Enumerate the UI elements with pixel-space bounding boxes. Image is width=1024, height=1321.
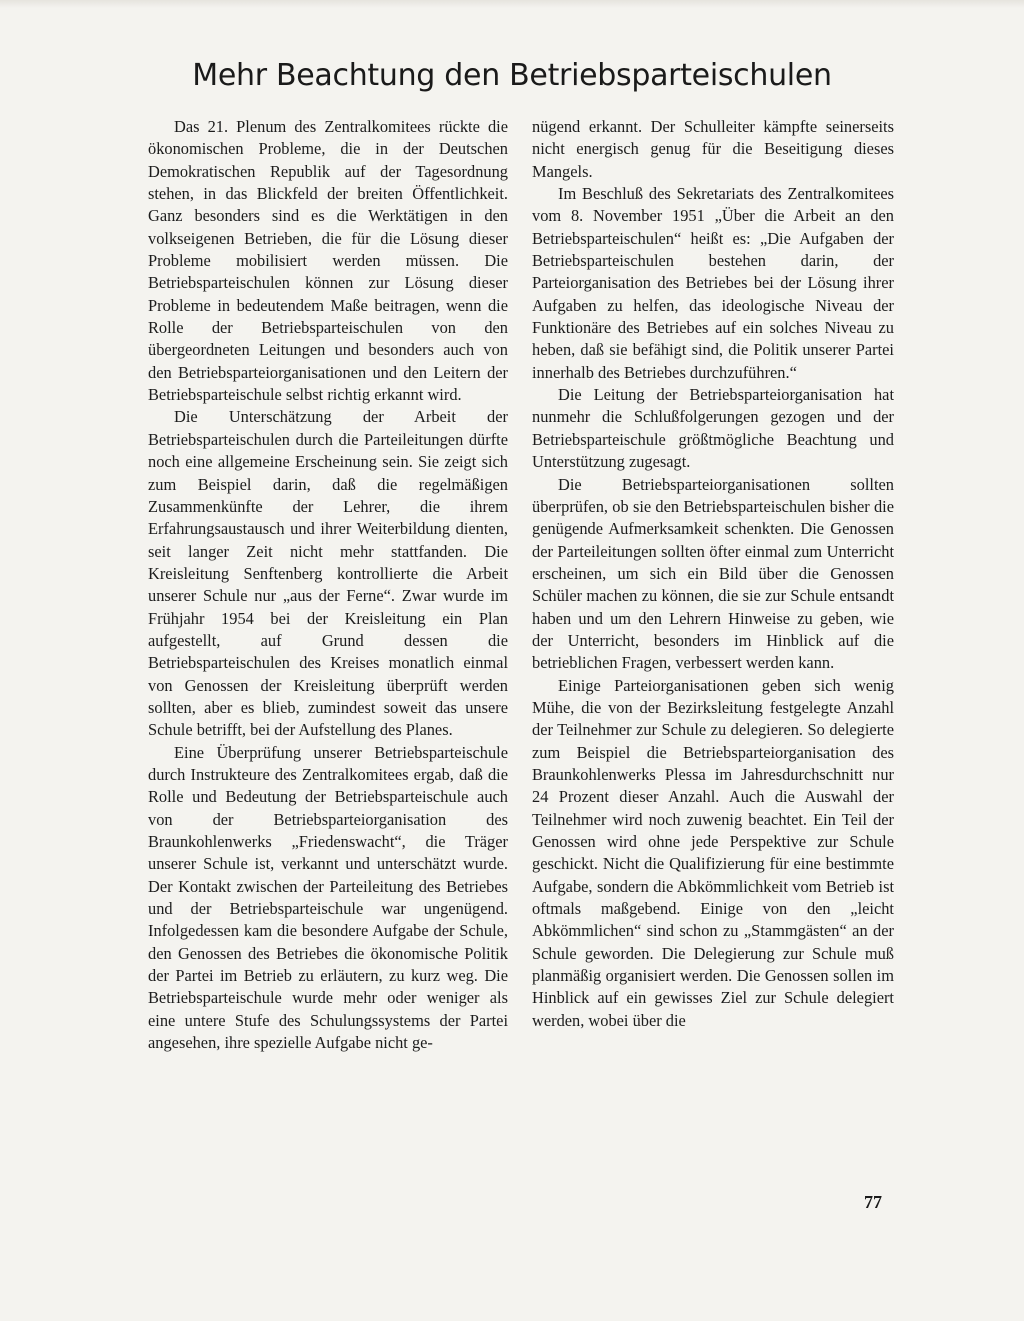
left-column — [148, 116, 508, 1054]
page-number: 77 — [864, 1192, 882, 1212]
paragraph: Im Beschluß des Sekretariats des Zentralkomitees vom 8. November 1951 „Über die Arbeit an den Betriebsparteischulen“ heißt es: „Die Aufgaben der Betriebsparteischulen bestehen darin, der Parteiorganisation des Betriebes bei der Lösung ihrer Aufgaben zu helfen, das ideologische Niveau der Funktionäre des Betriebes auf ein solches Niveau zu heben, daß sie befähigt sind, die Politik unserer Partei innerhalb des Betriebes durchzuführen.“ — [532, 184, 894, 382]
right-column — [532, 116, 894, 1032]
paragraph: Die Unterschätzung der Arbeit der Betriebsparteischulen durch die Parteileitungen dürfte noch eine allgemeine Erscheinung sein. Sie zeigt sich zum Beispiel darin, daß die regelmäßigen Zusammenkünfte der Lehrer, die ihrem Erfahrungsaustausch und ihrer Weiterbildung dienten, seit langer Zeit nicht mehr stattfanden. Die Kreisleitung Senftenberg kontrollierte die Arbeit unserer Schule nur „aus der Ferne“. Zwar wurde im Frühjahr 1954 bei der Kreisleitung ein Plan aufgestellt, auf Grund dessen die Betriebsparteischulen des Kreises monatlich einmal von Genossen der Kreisleitung überprüft werden sollten, aber es blieb, zumindest soweit das unsere Schule betrifft, bei der Aufstellung des Planes. — [148, 407, 508, 740]
article-title: Mehr Beachtung den Betriebsparteischulen — [192, 58, 832, 93]
paragraph: Die Betriebsparteiorganisationen sollten überprüfen, ob sie den Betriebsparteischulen bisher die genügende Aufmerksamkeit schenkten. Die Genossen der Parteileitungen sollten öfter einmal zum Unterricht erscheinen, um sich ein Bild über die Genossen Schüler machen zu können, die sie zur Schule entsandt haben und um den Lehrern Hinweise zu geben, wie der Unterricht, besonders im Hinblick auf die betrieblichen Fragen, verbessert werden kann. — [532, 474, 894, 673]
paragraph: Die Leitung der Betriebsparteiorganisation hat nunmehr die Schlußfolgerungen gezogen und der Betriebsparteischule größtmögliche Beachtung und Unterstützung zugesagt. — [532, 385, 894, 472]
paragraph: Einige Parteiorganisationen geben sich wenig Mühe, die von der Bezirksleitung festgelegte Anzahl der Teilnehmer zur Schule zu delegieren. So delegierte zum Beispiel die Betriebsparteiorganisation des Braunkohlenwerks Plessa im Jahresdurchschnitt nur 24 Prozent dieser Anzahl. Auch die Auswahl der Teilnehmer wird noch zuwenig beachtet. Ein Teil der Genossen wird ohne jede Perspektive zur Schule geschickt. Nicht die Qualifizierung für eine bestimmte Aufgabe, sondern die Abkömmlichkeit vom Betrieb ist oftmals maßgebend. Einige von den „leicht Abkömmlichen“ sind schon zu „Stammgästen“ an der Schule geworden. Die Delegierung zur Schule muß planmäßig organisiert werden. Die Genossen sollen im Hinblick auf ein gewisses Ziel zur Schule delegiert werden, wobei über die — [532, 675, 894, 1030]
scan-edge — [0, 0, 1024, 8]
paragraph-continuation: nügend erkannt. Der Schulleiter kämpfte seinerseits nicht energisch genug für die Beseitigung dieses Mangels. — [532, 117, 894, 181]
paragraph: Eine Überprüfung unserer Betriebsparteischule durch Instrukteure des Zentralkomitees ergab, daß die Rolle und Bedeutung der Betriebsparteischule auch von der Betriebsparteiorganisation des Braunkohlenwerks „Friedenswacht“, die Träger unserer Schule ist, verkannt und unterschätzt wurde. Der Kontakt zwischen der Parteileitung des Betriebes und der Betriebsparteischule war ungenügend. Infolgedessen kam die besondere Aufgabe der Schule, den Genossen des Betriebes die ökonomische Politik der Partei im Betrieb zu erläutern, zu kurz weg. Die Betriebsparteischule wurde mehr oder weniger als eine untere Stufe des Schulungssystems der Partei angesehen, ihre spezielle Aufgabe nicht ge- — [148, 742, 508, 1053]
paragraph: Das 21. Plenum des Zentralkomitees rückte die ökonomischen Probleme, die in der Deutschen Demokratischen Republik auf der Tagesordnung stehen, in das Blickfeld der breiten Öffentlichkeit. Ganz besonders sind es die Werktätigen in den volkseigenen Betrieben, die für die Lösung dieser Probleme mobilisiert werden müssen. Die Betriebsparteischulen können zur Lösung dieser Probleme in bedeutendem Maße beitragen, wenn die Rolle der Betriebsparteischulen von den übergeordneten Leitungen und besonders auch von den Betriebsparteiorganisationen und den Leitern der Betriebsparteischule selbst richtig erkannt wird. — [148, 117, 508, 405]
